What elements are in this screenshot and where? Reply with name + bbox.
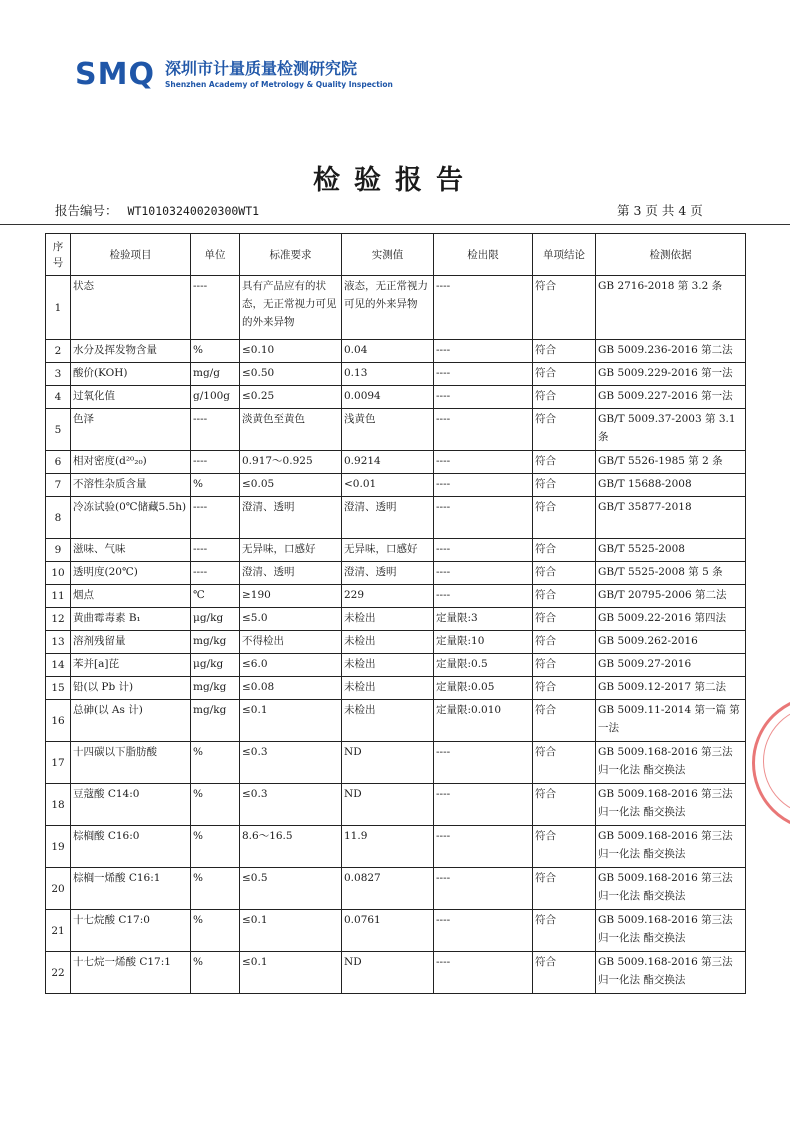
table-row bbox=[46, 340, 746, 363]
row-number: 19 bbox=[46, 826, 71, 868]
seal-inner-ring bbox=[763, 706, 790, 816]
test-item: 冷冻试验(0℃储藏5.5h) bbox=[71, 497, 191, 539]
standard-requirement: ≤0.3 bbox=[240, 742, 342, 784]
test-method: GB 5009.22-2016 第四法 bbox=[596, 608, 746, 631]
test-item: 酸价(KOH) bbox=[71, 363, 191, 386]
row-number: 4 bbox=[46, 386, 71, 409]
standard-requirement: 无异味，口感好 bbox=[240, 539, 342, 562]
item-conclusion: 符合 bbox=[533, 386, 596, 409]
test-method: GB/T 5525-2008 bbox=[596, 539, 746, 562]
standard-requirement: ≤0.50 bbox=[240, 363, 342, 386]
detection-limit: 定量限:0.010 bbox=[434, 700, 533, 742]
item-conclusion: 符合 bbox=[533, 677, 596, 700]
test-method: GB 5009.262-2016 bbox=[596, 631, 746, 654]
measured-value: ND bbox=[342, 742, 434, 784]
detection-limit: ---- bbox=[434, 451, 533, 474]
standard-requirement: 8.6～16.5 bbox=[240, 826, 342, 868]
standard-requirement: 具有产品应有的状态，无正常视力可见的外来异物 bbox=[240, 276, 342, 340]
test-method: GB 5009.168-2016 第三法 归一化法 酯交换法 bbox=[596, 742, 746, 784]
institute-logo bbox=[75, 58, 415, 98]
row-number: 8 bbox=[46, 497, 71, 539]
table-row bbox=[46, 826, 746, 868]
test-item: 不溶性杂质含量 bbox=[71, 474, 191, 497]
measured-value: 0.9214 bbox=[342, 451, 434, 474]
inspection-seal-stamp bbox=[752, 695, 790, 831]
unit: ℃ bbox=[191, 585, 240, 608]
unit: % bbox=[191, 742, 240, 784]
standard-requirement: ≤0.05 bbox=[240, 474, 342, 497]
detection-limit: ---- bbox=[434, 826, 533, 868]
measured-value: 无异味，口感好 bbox=[342, 539, 434, 562]
page-indicator: 第 3 页 共 4 页 bbox=[617, 203, 703, 218]
row-number: 22 bbox=[46, 952, 71, 994]
test-method: GB 5009.168-2016 第三法 归一化法 酯交换法 bbox=[596, 784, 746, 826]
measured-value: 0.13 bbox=[342, 363, 434, 386]
detection-limit: 定量限:10 bbox=[434, 631, 533, 654]
row-number: 18 bbox=[46, 784, 71, 826]
test-method: GB 5009.227-2016 第一法 bbox=[596, 386, 746, 409]
standard-requirement: ≤0.3 bbox=[240, 784, 342, 826]
table-row bbox=[46, 276, 746, 340]
unit: ---- bbox=[191, 562, 240, 585]
measured-value: 229 bbox=[342, 585, 434, 608]
measured-value: 0.0094 bbox=[342, 386, 434, 409]
detection-limit: ---- bbox=[434, 386, 533, 409]
institute-name: 深圳市计量质量检测研究院 bbox=[165, 59, 358, 78]
test-method: GB/T 5526-1985 第 2 条 bbox=[596, 451, 746, 474]
standard-requirement: ≤0.08 bbox=[240, 677, 342, 700]
row-number: 9 bbox=[46, 539, 71, 562]
test-item: 总砷(以 As 计) bbox=[71, 700, 191, 742]
column-header: 单项结论 bbox=[533, 234, 596, 276]
standard-requirement: ≤5.0 bbox=[240, 608, 342, 631]
test-item: 烟点 bbox=[71, 585, 191, 608]
unit: ---- bbox=[191, 276, 240, 340]
test-method: GB 5009.229-2016 第一法 bbox=[596, 363, 746, 386]
measured-value: 澄清、透明 bbox=[342, 497, 434, 539]
unit: % bbox=[191, 474, 240, 497]
standard-requirement: 澄清、透明 bbox=[240, 497, 342, 539]
test-item: 豆蔻酸 C14:0 bbox=[71, 784, 191, 826]
detection-limit: ---- bbox=[434, 409, 533, 451]
measured-value: <0.01 bbox=[342, 474, 434, 497]
standard-requirement: ≤0.1 bbox=[240, 952, 342, 994]
table-row bbox=[46, 497, 746, 539]
test-method: GB 2716-2018 第 3.2 条 bbox=[596, 276, 746, 340]
institute-name-english: Shenzhen Academy of Metrology & Quality Inspection bbox=[165, 80, 393, 89]
measured-value: 11.9 bbox=[342, 826, 434, 868]
row-number: 11 bbox=[46, 585, 71, 608]
report-number bbox=[55, 201, 259, 219]
table-row bbox=[46, 608, 746, 631]
measured-value: 未检出 bbox=[342, 654, 434, 677]
item-conclusion: 符合 bbox=[533, 952, 596, 994]
results-table bbox=[45, 233, 746, 994]
row-number: 10 bbox=[46, 562, 71, 585]
standard-requirement: 0.917～0.925 bbox=[240, 451, 342, 474]
detection-limit: ---- bbox=[434, 340, 533, 363]
unit: % bbox=[191, 910, 240, 952]
table-row bbox=[46, 742, 746, 784]
detection-limit: ---- bbox=[434, 474, 533, 497]
detection-limit: ---- bbox=[434, 868, 533, 910]
item-conclusion: 符合 bbox=[533, 276, 596, 340]
measured-value: 未检出 bbox=[342, 608, 434, 631]
test-item: 水分及挥发物含量 bbox=[71, 340, 191, 363]
table-row bbox=[46, 784, 746, 826]
detection-limit: ---- bbox=[434, 497, 533, 539]
measured-value: 0.0827 bbox=[342, 868, 434, 910]
test-method: GB 5009.168-2016 第三法 归一化法 酯交换法 bbox=[596, 868, 746, 910]
standard-requirement: ≤0.10 bbox=[240, 340, 342, 363]
detection-limit: ---- bbox=[434, 585, 533, 608]
table-row bbox=[46, 631, 746, 654]
test-method: GB/T 15688-2008 bbox=[596, 474, 746, 497]
unit: % bbox=[191, 952, 240, 994]
row-number: 12 bbox=[46, 608, 71, 631]
test-item: 相对密度(d²⁰₂₀) bbox=[71, 451, 191, 474]
test-item: 棕榈一烯酸 C16:1 bbox=[71, 868, 191, 910]
unit: mg/kg bbox=[191, 700, 240, 742]
test-method: GB 5009.168-2016 第三法 归一化法 酯交换法 bbox=[596, 952, 746, 994]
test-method: GB 5009.11-2014 第一篇 第一法 bbox=[596, 700, 746, 742]
logo-mark: SMQ bbox=[75, 57, 155, 92]
detection-limit: 定量限:3 bbox=[434, 608, 533, 631]
table-row bbox=[46, 700, 746, 742]
row-number: 15 bbox=[46, 677, 71, 700]
row-number: 2 bbox=[46, 340, 71, 363]
test-item: 滋味、气味 bbox=[71, 539, 191, 562]
table-row bbox=[46, 910, 746, 952]
measured-value: 未检出 bbox=[342, 677, 434, 700]
table-row bbox=[46, 562, 746, 585]
column-header: 单位 bbox=[191, 234, 240, 276]
table-row bbox=[46, 539, 746, 562]
test-method: GB 5009.236-2016 第二法 bbox=[596, 340, 746, 363]
unit: ---- bbox=[191, 539, 240, 562]
row-number: 20 bbox=[46, 868, 71, 910]
measured-value: 0.04 bbox=[342, 340, 434, 363]
test-item: 棕榈酸 C16:0 bbox=[71, 826, 191, 868]
column-header: 序号 bbox=[46, 234, 71, 276]
report-number-value: WT10103240020300WT1 bbox=[127, 204, 260, 218]
page-title: 检验报告 bbox=[313, 165, 477, 196]
item-conclusion: 符合 bbox=[533, 539, 596, 562]
standard-requirement: ≤6.0 bbox=[240, 654, 342, 677]
item-conclusion: 符合 bbox=[533, 700, 596, 742]
item-conclusion: 符合 bbox=[533, 910, 596, 952]
test-method: GB/T 35877-2018 bbox=[596, 497, 746, 539]
standard-requirement: ≤0.1 bbox=[240, 700, 342, 742]
column-header: 实测值 bbox=[342, 234, 434, 276]
detection-limit: ---- bbox=[434, 952, 533, 994]
unit: ---- bbox=[191, 451, 240, 474]
row-number: 1 bbox=[46, 276, 71, 340]
measured-value: ND bbox=[342, 952, 434, 994]
row-number: 21 bbox=[46, 910, 71, 952]
table-row bbox=[46, 363, 746, 386]
detection-limit: ---- bbox=[434, 363, 533, 386]
test-item: 状态 bbox=[71, 276, 191, 340]
table-row bbox=[46, 654, 746, 677]
row-number: 16 bbox=[46, 700, 71, 742]
item-conclusion: 符合 bbox=[533, 562, 596, 585]
detection-limit: ---- bbox=[434, 276, 533, 340]
item-conclusion: 符合 bbox=[533, 409, 596, 451]
table-row bbox=[46, 474, 746, 497]
table-row bbox=[46, 868, 746, 910]
unit: % bbox=[191, 340, 240, 363]
standard-requirement: ≤0.1 bbox=[240, 910, 342, 952]
row-number: 14 bbox=[46, 654, 71, 677]
test-method: GB 5009.168-2016 第三法 归一化法 酯交换法 bbox=[596, 910, 746, 952]
test-method: GB 5009.12-2017 第二法 bbox=[596, 677, 746, 700]
row-number: 5 bbox=[46, 409, 71, 451]
detection-limit: ---- bbox=[434, 910, 533, 952]
item-conclusion: 符合 bbox=[533, 363, 596, 386]
test-item: 苯并[a]芘 bbox=[71, 654, 191, 677]
unit: % bbox=[191, 868, 240, 910]
item-conclusion: 符合 bbox=[533, 631, 596, 654]
test-item: 过氧化值 bbox=[71, 386, 191, 409]
item-conclusion: 符合 bbox=[533, 784, 596, 826]
detection-limit: ---- bbox=[434, 784, 533, 826]
row-number: 3 bbox=[46, 363, 71, 386]
test-item: 溶剂残留量 bbox=[71, 631, 191, 654]
row-number: 6 bbox=[46, 451, 71, 474]
item-conclusion: 符合 bbox=[533, 608, 596, 631]
column-header: 检出限 bbox=[434, 234, 533, 276]
test-item: 十七烷酸 C17:0 bbox=[71, 910, 191, 952]
test-method: GB/T 5009.37-2003 第 3.1 条 bbox=[596, 409, 746, 451]
table-row bbox=[46, 409, 746, 451]
item-conclusion: 符合 bbox=[533, 585, 596, 608]
measured-value: 液态，无正常视力可见的外来异物 bbox=[342, 276, 434, 340]
unit: mg/g bbox=[191, 363, 240, 386]
test-method: GB/T 20795-2006 第二法 bbox=[596, 585, 746, 608]
header-divider bbox=[0, 224, 790, 225]
unit: mg/kg bbox=[191, 631, 240, 654]
item-conclusion: 符合 bbox=[533, 497, 596, 539]
table-row bbox=[46, 386, 746, 409]
unit: mg/kg bbox=[191, 677, 240, 700]
detection-limit: ---- bbox=[434, 539, 533, 562]
measured-value: 未检出 bbox=[342, 700, 434, 742]
unit: ---- bbox=[191, 409, 240, 451]
item-conclusion: 符合 bbox=[533, 826, 596, 868]
unit: % bbox=[191, 826, 240, 868]
column-header: 检验项目 bbox=[71, 234, 191, 276]
item-conclusion: 符合 bbox=[533, 340, 596, 363]
measured-value: 0.0761 bbox=[342, 910, 434, 952]
test-item: 黄曲霉毒素 B₁ bbox=[71, 608, 191, 631]
measured-value: 浅黄色 bbox=[342, 409, 434, 451]
standard-requirement: 澄清、透明 bbox=[240, 562, 342, 585]
test-item: 十四碳以下脂肪酸 bbox=[71, 742, 191, 784]
test-item: 透明度(20℃) bbox=[71, 562, 191, 585]
test-method: GB 5009.168-2016 第三法 归一化法 酯交换法 bbox=[596, 826, 746, 868]
item-conclusion: 符合 bbox=[533, 654, 596, 677]
item-conclusion: 符合 bbox=[533, 474, 596, 497]
detection-limit: ---- bbox=[434, 562, 533, 585]
measured-value: 未检出 bbox=[342, 631, 434, 654]
measured-value: ND bbox=[342, 784, 434, 826]
unit: μg/kg bbox=[191, 608, 240, 631]
column-header: 检测依据 bbox=[596, 234, 746, 276]
unit: μg/kg bbox=[191, 654, 240, 677]
unit: % bbox=[191, 784, 240, 826]
row-number: 13 bbox=[46, 631, 71, 654]
table-row bbox=[46, 952, 746, 994]
standard-requirement: ≥190 bbox=[240, 585, 342, 608]
measured-value: 澄清、透明 bbox=[342, 562, 434, 585]
item-conclusion: 符合 bbox=[533, 868, 596, 910]
row-number: 17 bbox=[46, 742, 71, 784]
test-method: GB 5009.27-2016 bbox=[596, 654, 746, 677]
item-conclusion: 符合 bbox=[533, 742, 596, 784]
table-row bbox=[46, 451, 746, 474]
unit: ---- bbox=[191, 497, 240, 539]
row-number: 7 bbox=[46, 474, 71, 497]
detection-limit: 定量限:0.5 bbox=[434, 654, 533, 677]
test-item: 铅(以 Pb 计) bbox=[71, 677, 191, 700]
test-item: 十七烷一烯酸 C17:1 bbox=[71, 952, 191, 994]
detection-limit: 定量限:0.05 bbox=[434, 677, 533, 700]
standard-requirement: 淡黄色至黄色 bbox=[240, 409, 342, 451]
standard-requirement: ≤0.25 bbox=[240, 386, 342, 409]
table-row bbox=[46, 677, 746, 700]
report-number-label: 报告编号： bbox=[55, 203, 118, 218]
item-conclusion: 符合 bbox=[533, 451, 596, 474]
table-row bbox=[46, 585, 746, 608]
test-item: 色泽 bbox=[71, 409, 191, 451]
column-header: 标准要求 bbox=[240, 234, 342, 276]
table-header-row bbox=[46, 234, 746, 276]
standard-requirement: ≤0.5 bbox=[240, 868, 342, 910]
unit: g/100g bbox=[191, 386, 240, 409]
test-method: GB/T 5525-2008 第 5 条 bbox=[596, 562, 746, 585]
standard-requirement: 不得检出 bbox=[240, 631, 342, 654]
detection-limit: ---- bbox=[434, 742, 533, 784]
